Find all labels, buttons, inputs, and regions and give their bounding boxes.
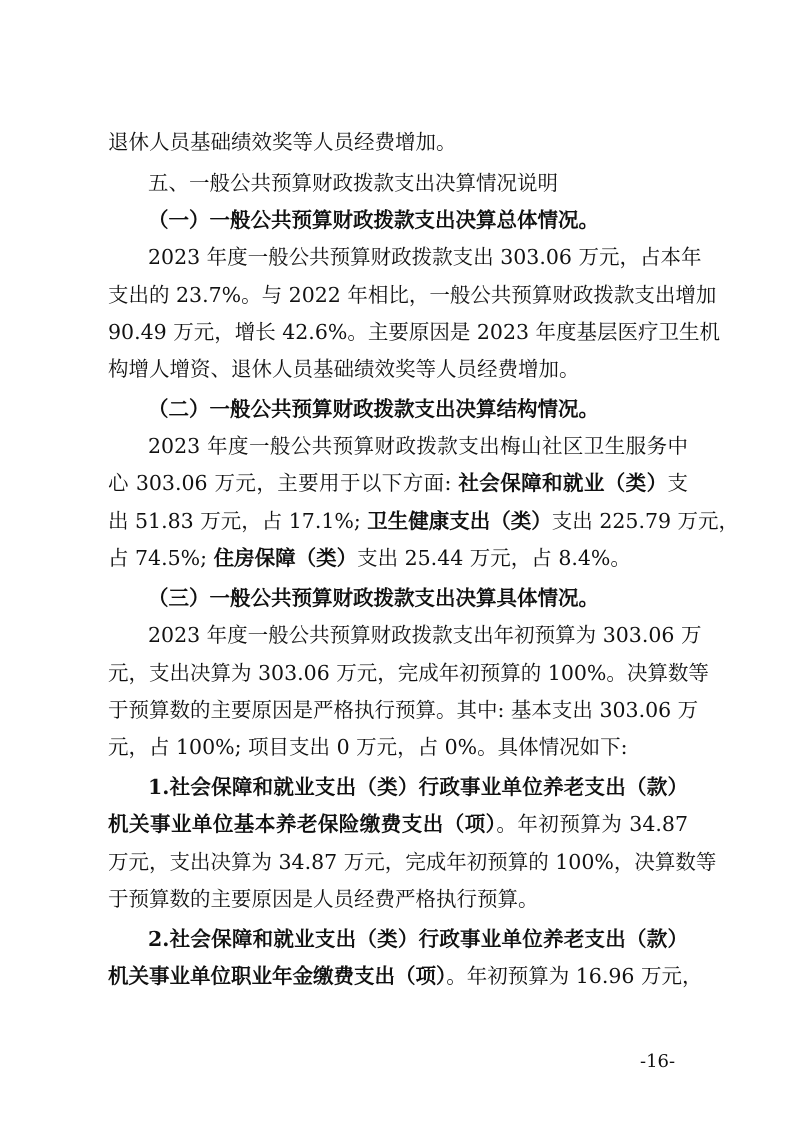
category-name: 住房保障（类）: [213, 546, 358, 570]
item-title: 机关事业单位职业年金缴费支出（项）: [108, 964, 447, 988]
text-run: 90.49 万元，增长 42.6%。主要原因是 2023 年度基层医疗卫生机: [108, 320, 721, 344]
text-line: [108, 885, 688, 913]
text-line: [108, 318, 721, 346]
text-run: 退休人员基础绩效奖等人员经费增加。: [108, 130, 457, 154]
text-run: 于预算数的主要原因是人员经费严格执行预算。: [108, 887, 539, 911]
text-line: [108, 544, 688, 572]
text-run: （三）一般公共预算财政拨款支出决算具体情况。: [148, 586, 599, 610]
text-line: [108, 507, 740, 535]
category-name: 卫生健康支出（类）: [367, 509, 552, 533]
text-run: 五、一般公共预算财政拨款支出决算情况说明: [148, 171, 558, 195]
subsection-heading: [148, 206, 688, 234]
text-run: 占 74.5%;: [108, 546, 214, 570]
subsection-heading: [148, 395, 688, 423]
text-line: [148, 243, 702, 271]
text-run: 2023 年度一般公共预算财政拨款支出 303.06 万元，占本年: [148, 245, 702, 269]
text-run: 1.社会保障和就业支出（类）行政事业单位养老支出（款）: [148, 775, 688, 799]
text-run: （二）一般公共预算财政拨款支出决算结构情况。: [148, 397, 599, 421]
text-run: 支出 225.79 万元，: [551, 509, 740, 533]
text-run: 出 51.83 万元，占 17.1%;: [108, 509, 368, 533]
text-run: 万元，支出决算为 34.87 万元，完成年初预算的 100%，决算数等: [108, 850, 717, 874]
text-run: 支出 25.44 万元，占 8.4%。: [357, 546, 631, 570]
text-run: 。年初预算为 34.87: [496, 812, 688, 836]
text-line: [108, 962, 703, 990]
text-run: 。年初预算为 16.96 万元，: [446, 964, 703, 988]
text-run: 元，占 100%; 项目支出 0 万元，占 0%。具体情况如下:: [108, 735, 628, 759]
text-run: 支: [667, 471, 688, 495]
text-line: [148, 432, 688, 460]
text-run: 心 303.06 万元，主要用于以下方面:: [108, 471, 459, 495]
text-line: [108, 696, 699, 724]
text-run: 支出的 23.7%。与 2022 年相比，一般公共预算财政拨款支出增加: [108, 283, 717, 307]
text-line: [108, 848, 717, 876]
text-run: 构增人增资、退休人员基础绩效奖等人员经费增加。: [108, 357, 580, 381]
section-heading: [148, 169, 688, 197]
text-line: [108, 128, 688, 156]
text-line: [108, 733, 688, 761]
page-number: -16-: [640, 1051, 676, 1072]
text-line: [108, 810, 688, 838]
category-name: 社会保障和就业（类）: [458, 471, 668, 495]
text-run: 2.社会保障和就业支出（类）行政事业单位养老支出（款）: [148, 927, 688, 951]
text-run: 2023 年度一般公共预算财政拨款支出梅山社区卫生服务中: [148, 434, 688, 458]
text-run: （一）一般公共预算财政拨款支出决算总体情况。: [148, 208, 599, 232]
text-line: [108, 355, 688, 383]
text-line: [108, 469, 688, 497]
item-heading: [148, 773, 688, 801]
text-line: [108, 659, 709, 687]
text-run: 元，支出决算为 303.06 万元，完成年初预算的 100%。决算数等: [108, 661, 709, 685]
item-title: 机关事业单位基本养老保险缴费支出（项）: [108, 812, 497, 836]
subsection-heading: [148, 584, 688, 612]
item-heading: [148, 925, 688, 953]
text-run: 2023 年度一般公共预算财政拨款支出年初预算为 303.06 万: [148, 623, 702, 647]
text-run: 于预算数的主要原因是严格执行预算。其中: 基本支出 303.06 万: [108, 698, 699, 722]
text-line: [148, 621, 702, 649]
text-line: [108, 281, 717, 309]
